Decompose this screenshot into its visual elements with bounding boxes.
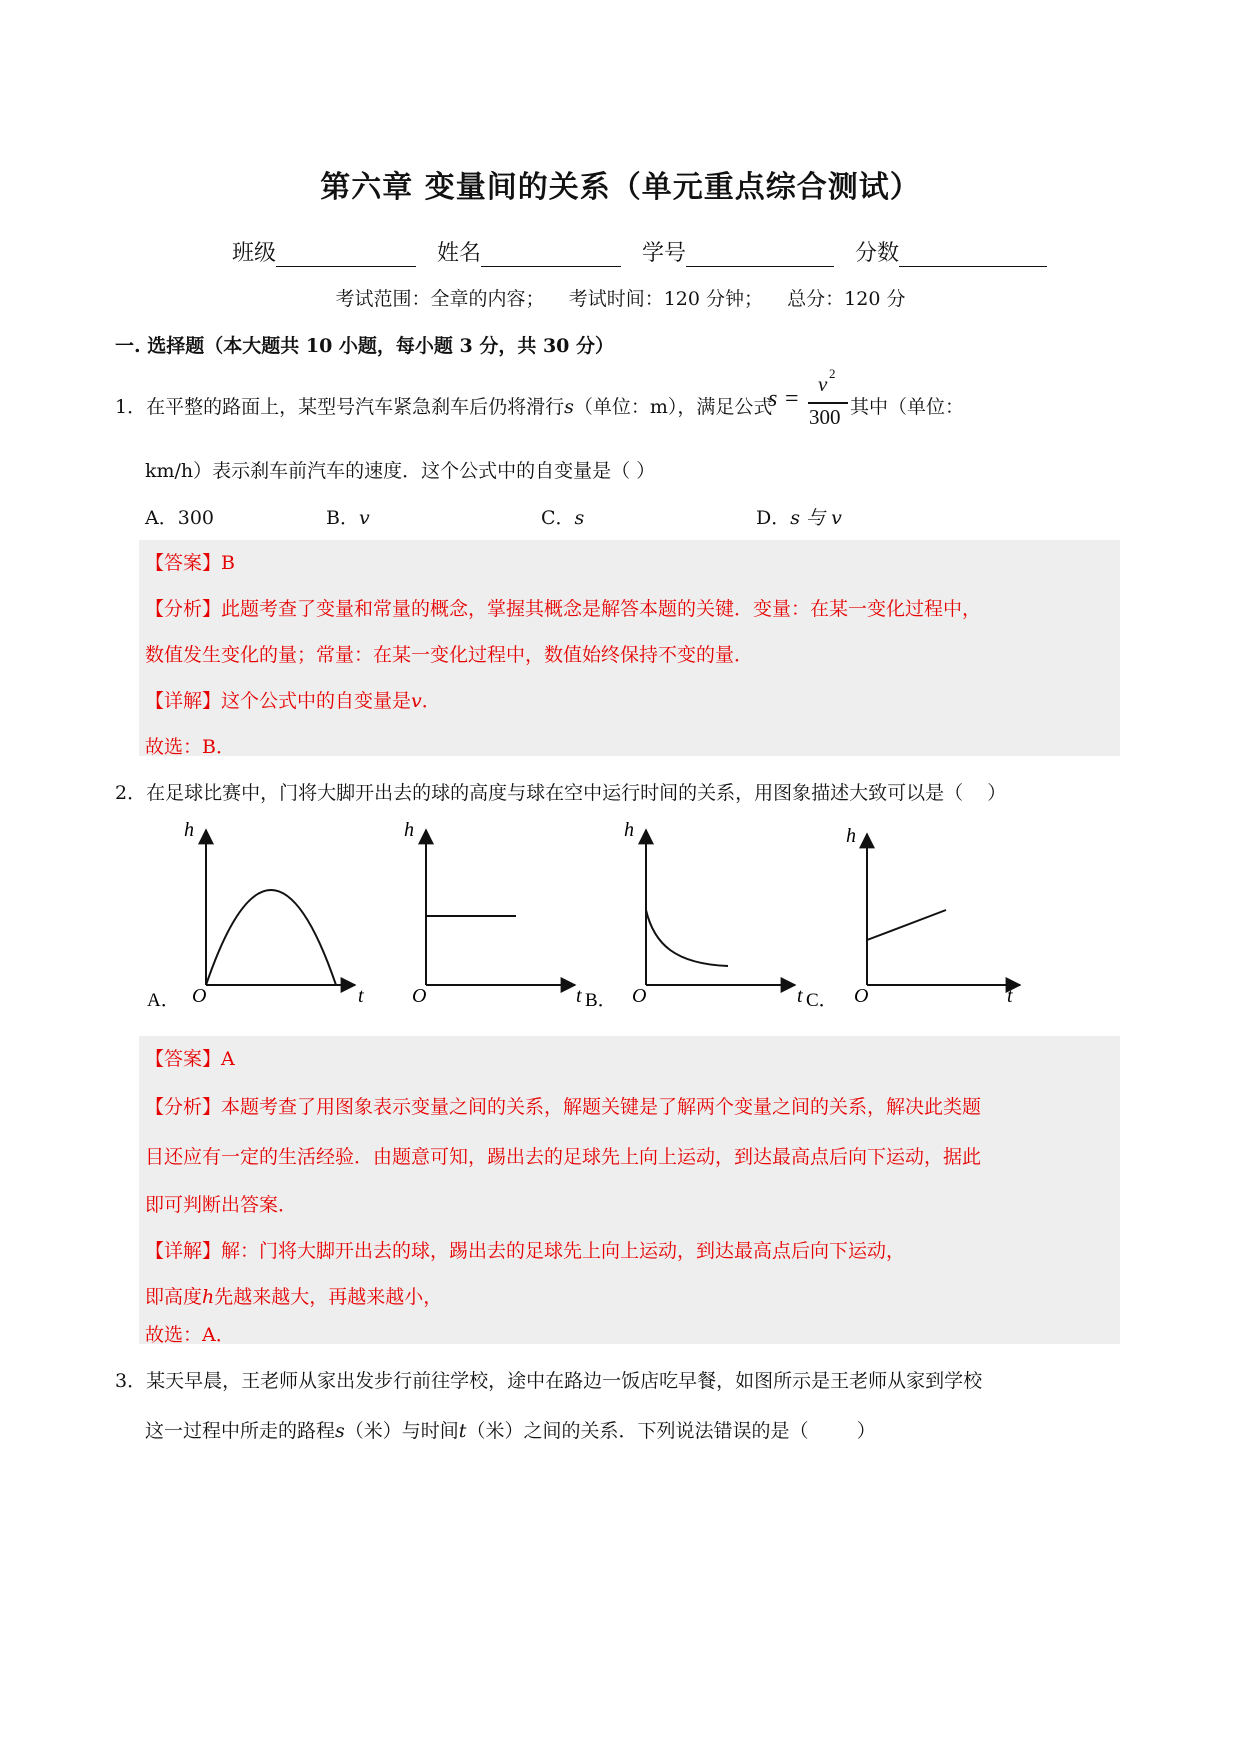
option-label-b: B． bbox=[585, 990, 617, 1011]
variable-s: s bbox=[335, 1420, 345, 1442]
formula-exponent: 2 bbox=[829, 366, 836, 381]
answer-tag: 【答案】 bbox=[145, 552, 222, 574]
analysis-line-2: 数值发生变化的量；常量：在某一变化过程中，数值始终保持不变的量． bbox=[145, 644, 754, 666]
axis-label-h: h bbox=[404, 819, 414, 841]
option-text: 300 bbox=[177, 507, 214, 529]
question-number: 2． bbox=[115, 782, 147, 804]
exam-scope-line: 考试范围：全章的内容； 考试时间：120 分钟； 总分：120 分 bbox=[335, 288, 906, 310]
option-b bbox=[326, 503, 370, 530]
graph-a bbox=[147, 819, 364, 1011]
variable-v: v bbox=[411, 690, 422, 712]
formula-numerator: v bbox=[818, 372, 828, 396]
student-info-row bbox=[232, 236, 1061, 267]
origin-label: O bbox=[192, 985, 207, 1007]
axis-label-t: t bbox=[797, 985, 803, 1007]
question-text: （单位：m），满足公式 bbox=[573, 396, 773, 418]
answer-value: A bbox=[221, 1048, 235, 1070]
question-3-line-1 bbox=[115, 1366, 982, 1393]
detail-tag: 【详解】 bbox=[145, 690, 222, 712]
variable-t: t bbox=[458, 1420, 467, 1442]
analysis-line bbox=[145, 1092, 981, 1119]
fraction-bar bbox=[808, 402, 848, 404]
option-label: A． bbox=[145, 507, 178, 529]
question-number: 3． bbox=[115, 1370, 147, 1392]
analysis-text: 本题考查了用图象表示变量之间的关系，解题关键是了解两个变量之间的关系，解决此类题 bbox=[221, 1096, 982, 1118]
score-blank bbox=[899, 244, 1047, 267]
choice-line: 故选：B． bbox=[145, 736, 235, 758]
curve-parabola bbox=[206, 890, 336, 985]
question-1-line-2: km/h）表示刹车前汽车的速度．这个公式中的自变量是（ ） bbox=[145, 460, 656, 482]
question-number: 1． bbox=[115, 396, 147, 418]
analysis-line bbox=[145, 594, 981, 621]
detail-line bbox=[145, 1236, 905, 1263]
detail-text: 即高度 bbox=[145, 1286, 203, 1308]
name-label: 姓名 bbox=[437, 241, 482, 266]
answer-line bbox=[145, 548, 235, 575]
question-2-line-1 bbox=[115, 778, 1006, 805]
question-3-line-2 bbox=[145, 1416, 876, 1443]
question-text: 某天早晨，王老师从家出发步行前往学校，途中在路边一饭店吃早餐，如图所示是王老师从家到学校 bbox=[146, 1370, 983, 1392]
option-c bbox=[541, 503, 584, 530]
answer-line bbox=[145, 1044, 235, 1071]
formula-equals: = bbox=[785, 386, 799, 412]
variable-h: h bbox=[202, 1286, 215, 1308]
option-d bbox=[756, 503, 842, 530]
question-text: 在平整的路面上，某型号汽车紧急刹车后仍将滑行 bbox=[146, 396, 565, 418]
option-label: C． bbox=[541, 507, 575, 529]
variable-s: s bbox=[564, 396, 574, 418]
graph-d bbox=[846, 825, 1020, 1007]
graph-b bbox=[404, 819, 617, 1011]
number-label: 学号 bbox=[642, 241, 687, 266]
graph-c bbox=[624, 819, 838, 1011]
detail-text: ． bbox=[421, 690, 441, 712]
analysis-text: 此题考查了变量和常量的概念，掌握其概念是解答本题的关键．变量：在某一变化过程中， bbox=[221, 598, 982, 620]
section-heading: 一. 选择题（本大题共 10 小题，每小题 3 分，共 30 分） bbox=[115, 335, 615, 357]
class-blank bbox=[276, 244, 416, 267]
analysis-tag: 【分析】 bbox=[145, 598, 222, 620]
option-label-c: C． bbox=[806, 990, 838, 1011]
score-label: 分数 bbox=[855, 241, 900, 266]
formula-lhs: s bbox=[768, 386, 778, 412]
option-text: s 与 v bbox=[790, 507, 842, 529]
curve-increasing-line bbox=[867, 910, 946, 940]
graph-options bbox=[140, 812, 1040, 1012]
origin-label: O bbox=[854, 985, 869, 1007]
option-label: D． bbox=[756, 507, 791, 529]
name-blank bbox=[481, 244, 621, 267]
curve-decay bbox=[646, 910, 728, 966]
option-label: B． bbox=[326, 507, 359, 529]
option-text: s bbox=[574, 507, 585, 529]
option-label-a: A． bbox=[147, 990, 180, 1011]
formula-denominator: 300 bbox=[809, 405, 841, 429]
answer-value: B bbox=[221, 552, 235, 574]
analysis-line-3: 即可判断出答案． bbox=[145, 1194, 298, 1216]
choice-line: 故选：A． bbox=[145, 1324, 235, 1346]
question-text: 其中（单位： bbox=[850, 396, 965, 418]
analysis-tag: 【分析】 bbox=[145, 1096, 222, 1118]
axis-label-h: h bbox=[184, 819, 194, 841]
axis-label-t: t bbox=[358, 985, 364, 1007]
detail-text: 解：门将大脚开出去的球，踢出去的足球先上向上运动，到达最高点后向下运动， bbox=[221, 1240, 906, 1262]
option-text: v bbox=[358, 507, 370, 529]
axis-label-h: h bbox=[846, 825, 856, 847]
question-text: 在足球比赛中，门将大脚开出去的球的高度与球在空中运行时间的关系，用图象描述大致可以是（ ） bbox=[146, 782, 1007, 804]
analysis-line-2: 目还应有一定的生活经验．由题意可知，踢出去的足球先上向上运动，到达最高点后向下运动，据此 bbox=[145, 1146, 982, 1168]
detail-text: 先越来越大，再越来越小， bbox=[214, 1286, 443, 1308]
detail-line-2 bbox=[145, 1282, 442, 1309]
page-title: 第六章 变量间的关系（单元重点综合测试） bbox=[320, 170, 921, 205]
question-1-line-1 bbox=[115, 392, 772, 419]
question-text: 这一过程中所走的路程 bbox=[145, 1420, 336, 1442]
axis-label-h: h bbox=[624, 819, 634, 841]
detail-tag: 【详解】 bbox=[145, 1240, 222, 1262]
origin-label: O bbox=[412, 985, 427, 1007]
origin-label: O bbox=[632, 985, 647, 1007]
option-a bbox=[145, 503, 214, 530]
detail-line bbox=[145, 686, 441, 713]
answer-tag: 【答案】 bbox=[145, 1048, 222, 1070]
class-label: 班级 bbox=[232, 241, 277, 266]
number-blank bbox=[686, 244, 834, 267]
question-text: （米）与时间 bbox=[344, 1420, 459, 1442]
axis-label-t: t bbox=[1007, 985, 1013, 1007]
axis-label-t: t bbox=[576, 985, 582, 1007]
detail-text: 这个公式中的自变量是 bbox=[221, 690, 412, 712]
question-text: （米）之间的关系．下列说法错误的是（ ） bbox=[466, 1420, 876, 1442]
